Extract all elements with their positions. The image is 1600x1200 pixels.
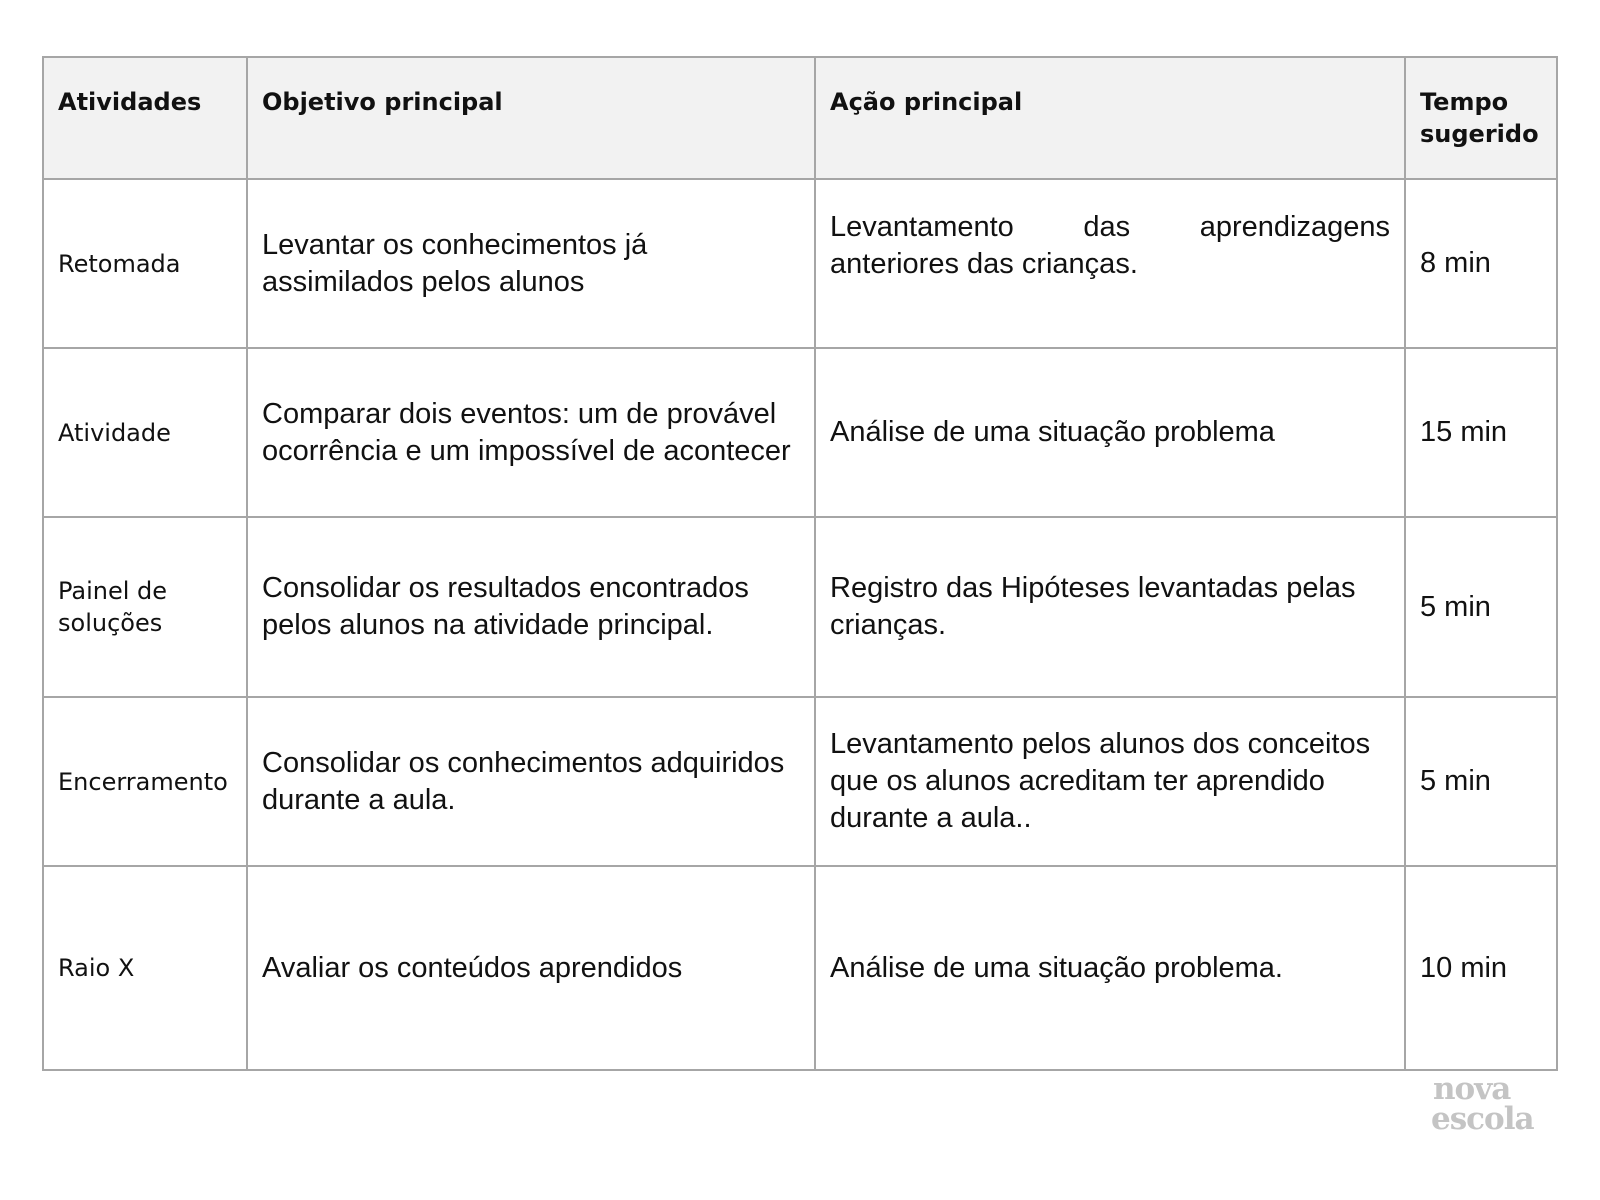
time-cell: 8 min	[1405, 179, 1557, 348]
table-row	[43, 517, 1557, 697]
objective-cell: Avaliar os conteúdos aprendidos	[247, 866, 815, 1070]
table-header-row	[43, 57, 1557, 179]
action-cell: Levantamento pelos alunos dos conceitos que os alunos acreditam ter aprendido durante a aula..	[815, 697, 1405, 866]
header-activities: Atividades	[43, 57, 247, 179]
objective-cell: Comparar dois eventos: um de provável ocorrência e um impossível de acontecer	[247, 348, 815, 517]
table-row	[43, 697, 1557, 866]
header-suggested-time: Tempo sugerido	[1405, 57, 1557, 179]
activity-cell: Painel de soluções	[43, 517, 247, 697]
table-row	[43, 348, 1557, 517]
time-cell: 15 min	[1405, 348, 1557, 517]
table-row	[43, 179, 1557, 348]
header-main-action: Ação principal	[815, 57, 1405, 179]
activity-cell: Retomada	[43, 179, 247, 348]
activity-cell: Atividade	[43, 348, 247, 517]
action-cell: Registro das Hipóteses levantadas pelas crianças.	[815, 517, 1405, 697]
time-cell: 5 min	[1405, 697, 1557, 866]
objective-cell: Levantar os conhecimentos já assimilados pelos alunos	[247, 179, 815, 348]
time-cell: 10 min	[1405, 866, 1557, 1070]
action-text: Levantamento das aprendizagens anteriores das crianças.	[830, 210, 1390, 280]
action-cell: Análise de uma situação problema.	[815, 866, 1405, 1070]
logo-word-nova: nova	[1433, 1071, 1511, 1107]
time-cell: 5 min	[1405, 517, 1557, 697]
action-cell: Análise de uma situação problema	[815, 348, 1405, 517]
objective-cell: Consolidar os resultados encontrados pelos alunos na atividade principal.	[247, 517, 815, 697]
action-cell	[815, 179, 1405, 348]
lesson-plan-table	[42, 56, 1558, 1071]
activity-cell: Raio X	[43, 866, 247, 1070]
activity-cell: Encerramento	[43, 697, 247, 866]
table-row	[43, 866, 1557, 1070]
objective-cell: Consolidar os conhecimentos adquiridos durante a aula.	[247, 697, 815, 866]
nova-escola-logo	[1431, 1071, 1556, 1137]
header-main-objective: Objetivo principal	[247, 57, 815, 179]
logo-word-escola: escola	[1431, 1101, 1534, 1137]
